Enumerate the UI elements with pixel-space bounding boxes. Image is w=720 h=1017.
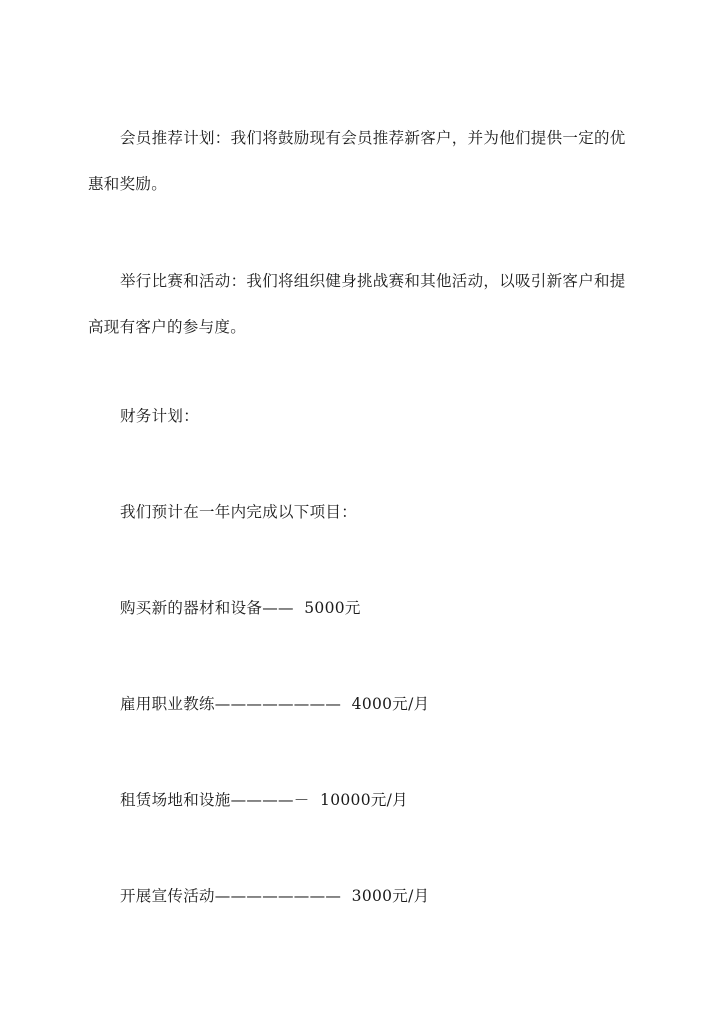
paragraph-competitions-events: 举行比赛和活动：我们将组织健身挑战赛和其他活动，以吸引新客户和提高现有客户的参与度。 <box>88 272 626 336</box>
projects-intro: 我们预计在一年内完成以下项目： <box>120 503 358 521</box>
budget-item-promotion: 开展宣传活动———————— 3000元/月 <box>120 887 430 905</box>
budget-item-venue: 租赁场地和设施————－ 10000元/月 <box>120 791 408 809</box>
paragraph-member-referral: 会员推荐计划：我们将鼓励现有会员推荐新客户，并为他们提供一定的优惠和奖励。 <box>88 129 626 193</box>
budget-item-coaches: 雇用职业教练———————— 4000元/月 <box>120 695 430 713</box>
budget-item-equipment: 购买新的器材和设备—— 5000元 <box>120 599 361 617</box>
finance-plan-heading: 财务计划： <box>120 407 200 425</box>
